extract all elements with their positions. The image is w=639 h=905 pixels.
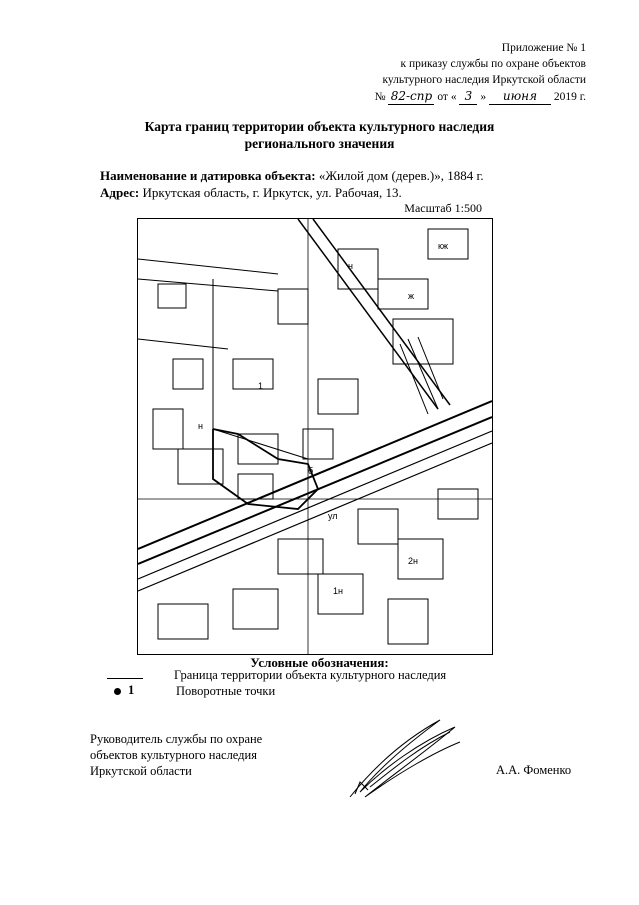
from-label: от « [437,91,457,103]
map-label: 1н [333,586,343,596]
legend-point-marker: 1 [128,683,135,697]
appendix-order-ref: к приказу службы по охране объектов [400,58,586,70]
order-day: 3 [459,88,477,105]
map-label: кж [438,241,448,251]
document-subtitle: регионального значения [244,136,395,151]
map-label: ж [408,291,415,301]
map-scale: Масштаб 1:500 [404,201,482,215]
object-name-label: Наименование и датировка объекта: [100,168,316,183]
appendix-title: Приложение № 1 [501,42,586,54]
quote-close: » [480,91,487,103]
order-month: июня [489,88,551,105]
appendix-agency: культурного наследия Иркутской области [382,74,586,86]
object-address-value: Иркутская область, г. Иркутск, ул. Рабочая, 13. [142,185,402,200]
legend-title: Условные обозначения: [250,655,389,670]
legend-boundary-label: Граница территории объекта культурного наследия [174,668,447,682]
order-number-line [375,88,586,105]
boundary-line-symbol [107,678,143,679]
number-label: № [374,91,386,103]
map-label: 2н [408,556,418,566]
object-address-line [100,184,402,201]
map-label: н [198,421,203,431]
map-label: б [308,466,314,476]
document-title: Карта границ территории объекта культурного наследия [144,119,495,134]
order-number: 82-спр [388,88,434,105]
legend-points-label: Поворотные точки [176,684,276,698]
signatory-name: А.А. Фоменко [496,763,572,777]
object-name-line [100,167,484,184]
object-address-label: Адрес: [100,185,140,200]
turning-point-symbol [114,688,121,695]
order-year: 2019 г. [553,91,586,103]
signatory-title-1: Руководитель службы по охране [90,732,263,746]
plot-number-label: 1 [258,381,264,391]
map-label: н [348,261,353,271]
map-drawing [138,219,492,654]
handwritten-signature [340,712,470,802]
cadastral-map [137,218,493,655]
signatory-title-3: Иркутской области [90,764,192,778]
object-name-value: «Жилой дом (дерев.)», 1884 г. [318,168,484,183]
map-label: ул [328,511,338,521]
signatory-title-2: объектов культурного наследия [90,748,257,762]
